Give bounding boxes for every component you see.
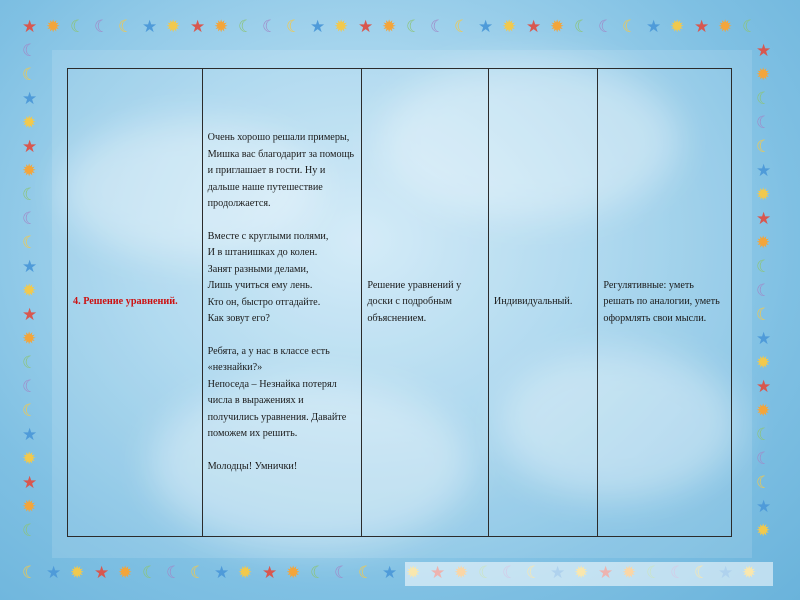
- sun-icon: ✹: [756, 353, 771, 372]
- moon-icon: ☾: [756, 257, 772, 276]
- sun-icon: ✹: [166, 17, 181, 36]
- work-form-cell: [488, 69, 597, 537]
- moon-icon: ☾: [430, 17, 446, 36]
- moon-icon: ☾: [756, 89, 772, 108]
- moon-icon: ☾: [742, 17, 758, 36]
- moon-icon: ☾: [238, 17, 254, 36]
- moon-icon: ☾: [22, 377, 38, 396]
- moon-icon: ☾: [262, 17, 278, 36]
- star-icon: ★: [756, 161, 772, 180]
- star-icon: ★: [382, 563, 398, 582]
- moon-icon: ☾: [574, 17, 590, 36]
- moon-icon: ☾: [22, 401, 38, 420]
- moon-icon: ☾: [756, 425, 772, 444]
- work-form-text: Индивидуальный.: [493, 296, 573, 308]
- star-icon: ★: [22, 17, 38, 36]
- moon-icon: ☾: [22, 563, 38, 582]
- sun-icon: ✹: [756, 401, 771, 420]
- sun-icon: ✹: [756, 65, 771, 84]
- bottom-strip: [405, 562, 773, 586]
- moon-icon: ☾: [22, 233, 38, 252]
- moon-icon: ☾: [406, 17, 422, 36]
- moon-icon: ☾: [22, 65, 38, 84]
- star-icon: ★: [756, 41, 772, 60]
- sun-icon: ✹: [118, 563, 133, 582]
- moon-icon: ☾: [94, 17, 110, 36]
- moon-icon: ☾: [142, 563, 158, 582]
- moon-icon: ☾: [622, 17, 638, 36]
- moon-icon: ☾: [22, 185, 38, 204]
- sun-icon: ✹: [382, 17, 397, 36]
- teacher-paragraph-4: Молодцы! Умнички!: [207, 460, 298, 472]
- moon-icon: ☾: [358, 563, 374, 582]
- sun-icon: ✹: [22, 497, 37, 516]
- uud-text: Регулятивные: уметь решать по аналогии, уметь оформлять свои мысли.: [603, 279, 720, 324]
- moon-icon: ☾: [756, 113, 772, 132]
- sun-icon: ✹: [502, 17, 517, 36]
- teacher-activity-cell: [202, 69, 362, 537]
- star-icon: ★: [22, 305, 38, 324]
- star-icon: ★: [22, 137, 38, 156]
- moon-icon: ☾: [22, 41, 38, 60]
- moon-icon: ☾: [756, 281, 772, 300]
- moon-icon: ☾: [166, 563, 182, 582]
- moon-icon: ☾: [756, 305, 772, 324]
- student-activity-text: Решение уравнений у доски с подробным объяснением.: [367, 279, 462, 324]
- star-icon: ★: [214, 563, 230, 582]
- moon-icon: ☾: [756, 473, 772, 492]
- sun-icon: ✹: [670, 17, 685, 36]
- star-icon: ★: [756, 377, 772, 396]
- star-icon: ★: [190, 17, 206, 36]
- star-icon: ★: [694, 17, 710, 36]
- star-icon: ★: [46, 563, 62, 582]
- teacher-paragraph-3: Ребята, а у нас в классе есть «незнайки?» Непоседа – Незнайка потерял числа в выражениях и получились уравнения. Давайте поможем их решить.: [207, 345, 347, 439]
- sun-icon: ✹: [756, 185, 771, 204]
- star-icon: ★: [22, 89, 38, 108]
- sun-icon: ✹: [46, 17, 61, 36]
- moon-icon: ☾: [310, 563, 326, 582]
- student-activity-cell: [362, 69, 489, 537]
- sun-icon: ✹: [286, 563, 301, 582]
- moon-icon: ☾: [22, 209, 38, 228]
- moon-icon: ☾: [598, 17, 614, 36]
- star-icon: ★: [478, 17, 494, 36]
- stage-title: 4. Решение уравнений.: [73, 296, 178, 308]
- moon-icon: ☾: [118, 17, 134, 36]
- lesson-table: [67, 68, 732, 537]
- star-icon: ★: [646, 17, 662, 36]
- sun-icon: ✹: [550, 17, 565, 36]
- moon-icon: ☾: [454, 17, 470, 36]
- sun-icon: ✹: [22, 113, 37, 132]
- star-icon: ★: [358, 17, 374, 36]
- sun-icon: ✹: [214, 17, 229, 36]
- star-icon: ★: [22, 425, 38, 444]
- star-icon: ★: [94, 563, 110, 582]
- sun-icon: ✹: [22, 281, 37, 300]
- moon-icon: ☾: [286, 17, 302, 36]
- sun-icon: ✹: [22, 329, 37, 348]
- star-icon: ★: [22, 257, 38, 276]
- moon-icon: ☾: [22, 353, 38, 372]
- sun-icon: ✹: [756, 233, 771, 252]
- star-icon: ★: [756, 329, 772, 348]
- sun-icon: ✹: [238, 563, 253, 582]
- sun-icon: ✹: [756, 521, 771, 540]
- teacher-paragraph-2: Вместе с круглыми полями, И в штанишках до колен. Занят разными делами, Лишь учиться ему лень. Кто он, быстро отгадайте. Как зовут его?: [207, 230, 329, 324]
- star-icon: ★: [142, 17, 158, 36]
- moon-icon: ☾: [22, 521, 38, 540]
- moon-icon: ☾: [190, 563, 206, 582]
- star-icon: ★: [310, 17, 326, 36]
- star-icon: ★: [756, 497, 772, 516]
- table-row: [68, 69, 732, 537]
- star-icon: ★: [526, 17, 542, 36]
- sun-icon: ✹: [718, 17, 733, 36]
- star-icon: ★: [756, 209, 772, 228]
- sun-icon: ✹: [334, 17, 349, 36]
- moon-icon: ☾: [756, 137, 772, 156]
- stage-cell: [68, 69, 203, 537]
- sun-icon: ✹: [22, 161, 37, 180]
- sun-icon: ✹: [22, 449, 37, 468]
- moon-icon: ☾: [756, 449, 772, 468]
- star-icon: ★: [262, 563, 278, 582]
- moon-icon: ☾: [334, 563, 350, 582]
- star-icon: ★: [22, 473, 38, 492]
- teacher-paragraph-1: Очень хорошо решали примеры, Мишка вас благодарит за помощь и приглашает в гости. Ну и дальше наше путешествие продолжается.: [207, 132, 355, 209]
- sun-icon: ✹: [70, 563, 85, 582]
- moon-icon: ☾: [70, 17, 86, 36]
- uud-cell: [598, 69, 732, 537]
